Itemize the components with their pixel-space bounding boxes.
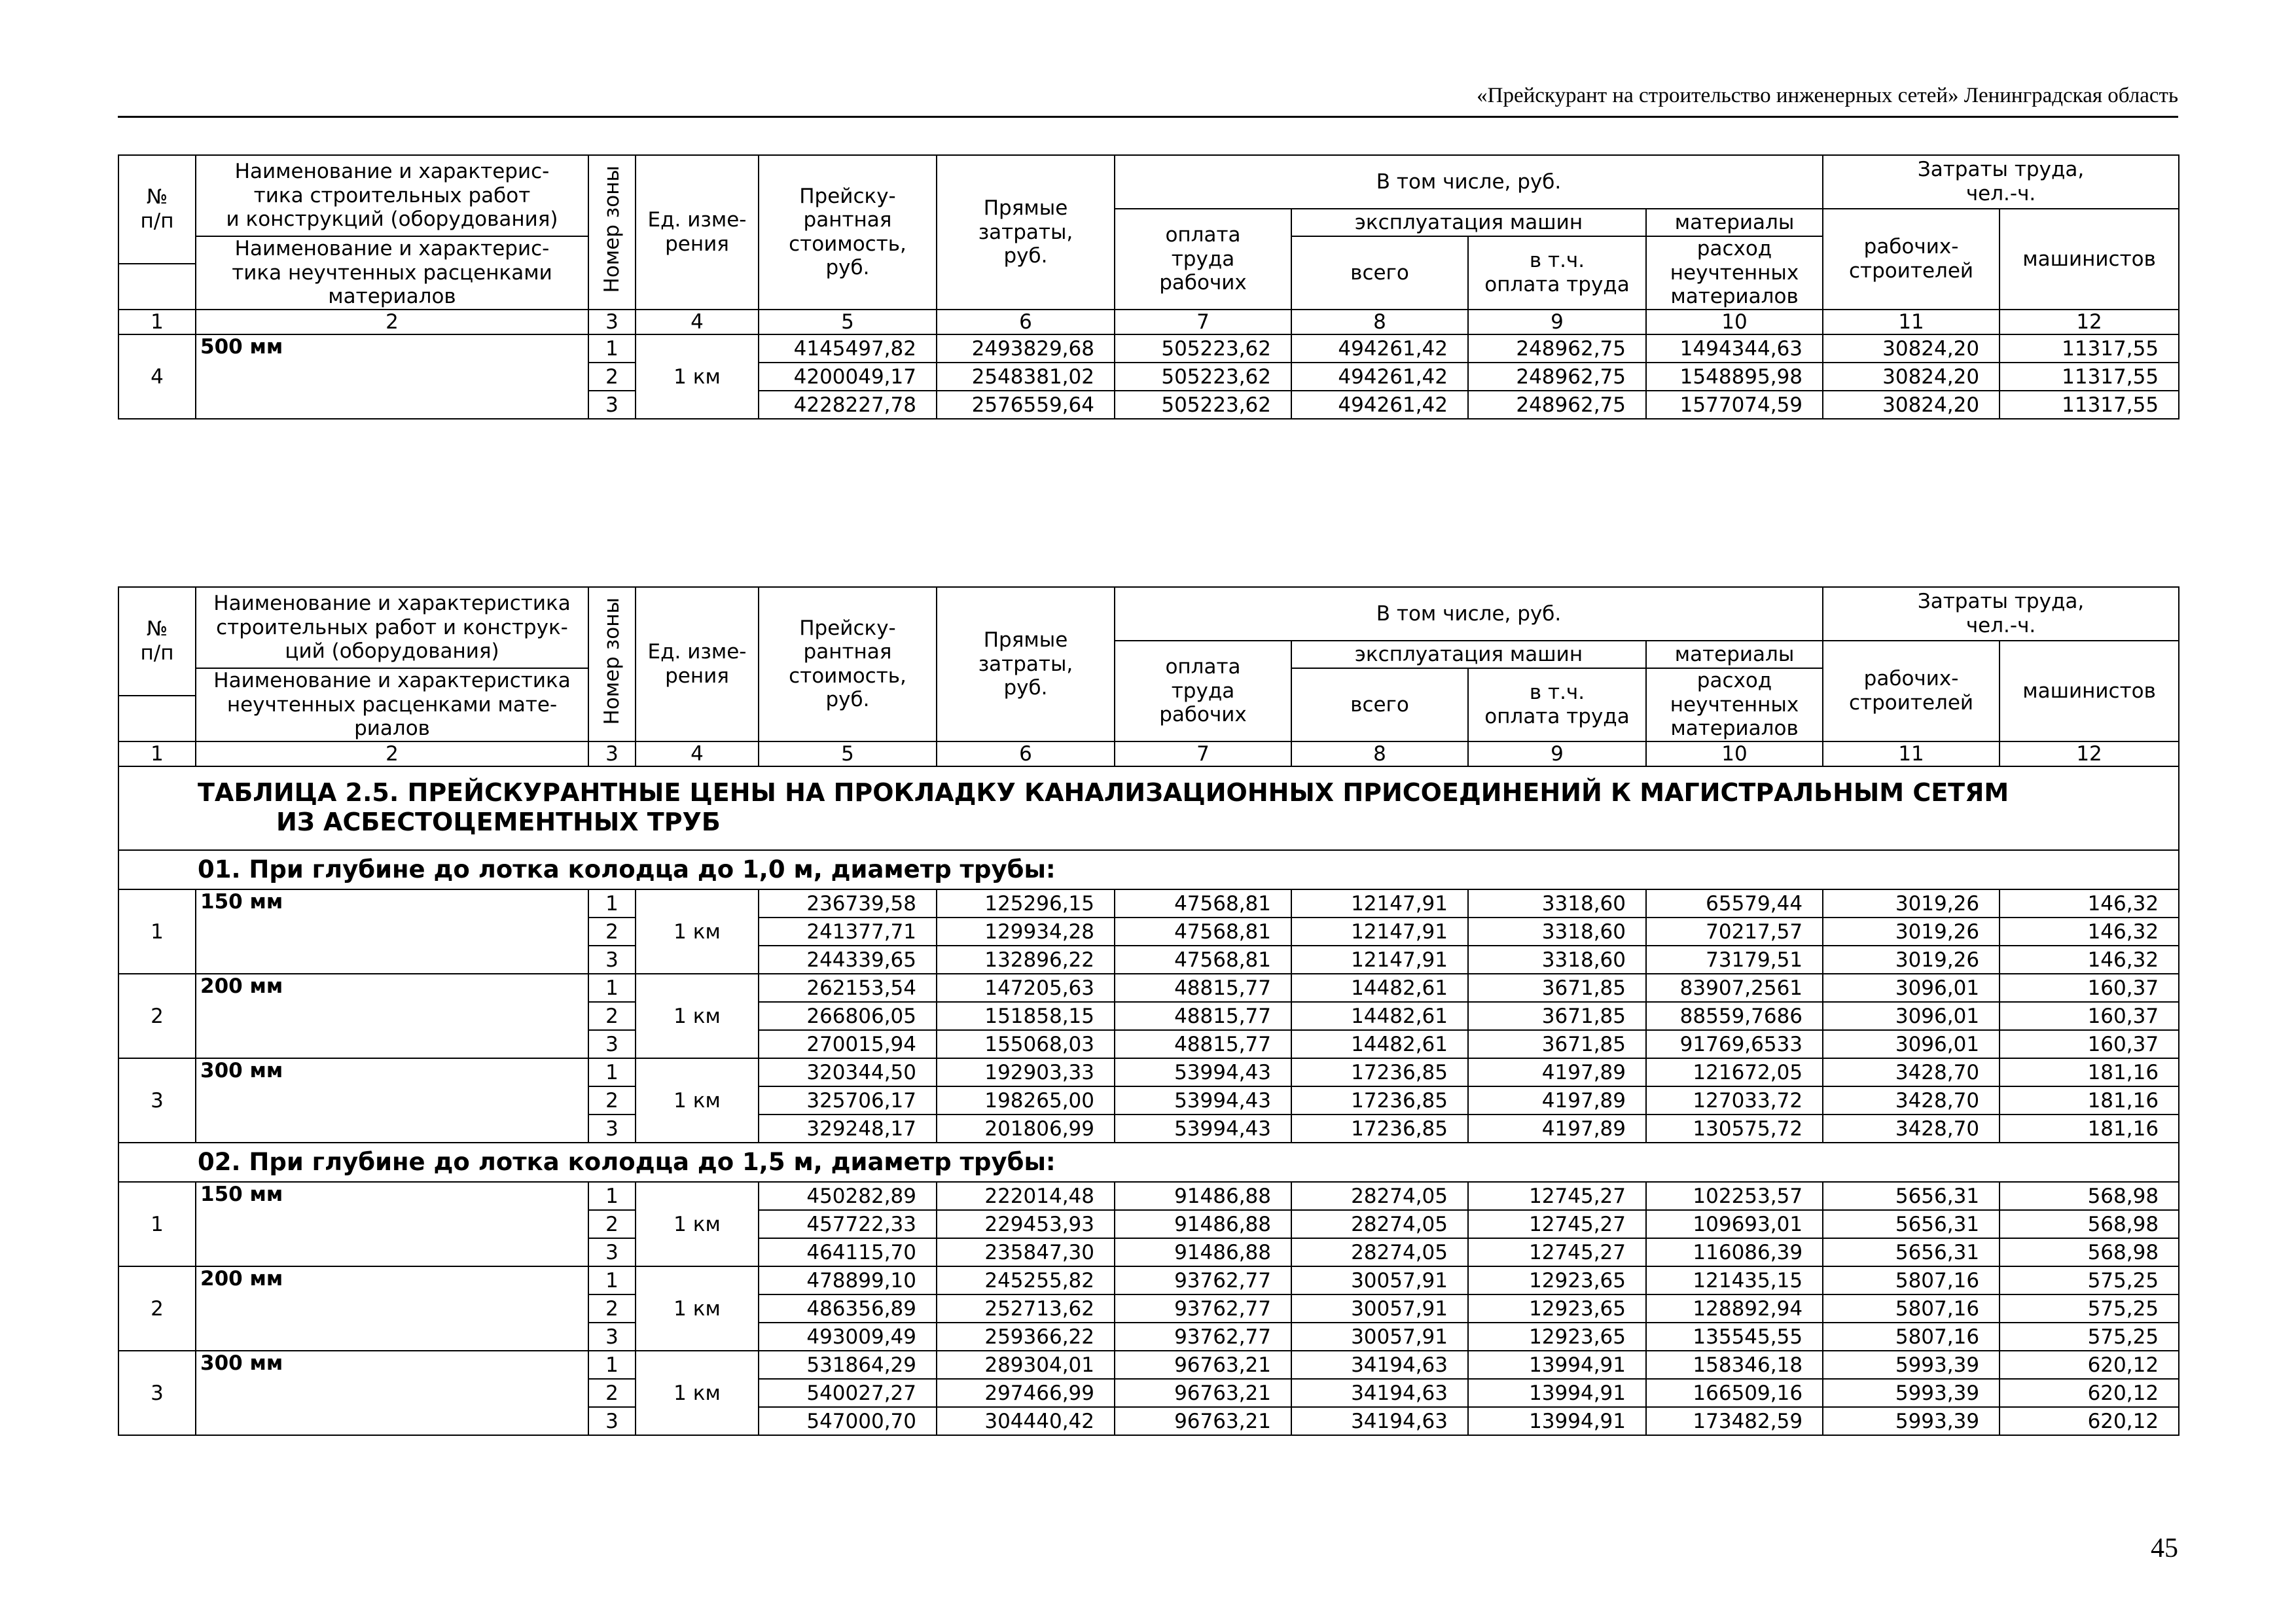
value-cell: 13994,91 xyxy=(1468,1407,1646,1435)
value-cell: 248962,75 xyxy=(1468,391,1646,419)
value-cell: 320344,50 xyxy=(759,1058,937,1086)
header-name-top: Наименование и характеристика строительных работ и конструк- ций (оборудования) xyxy=(196,587,588,668)
header-machines-pay: в т.ч. оплата труда xyxy=(1468,236,1646,310)
value-cell: 244339,65 xyxy=(759,946,937,974)
value-cell: 236739,58 xyxy=(759,889,937,918)
header-machines: эксплуатация машин xyxy=(1291,209,1646,236)
zone-number: 3 xyxy=(588,391,636,419)
price-table-1 xyxy=(118,154,2179,419)
table-row xyxy=(118,1182,2179,1210)
value-cell: 14482,61 xyxy=(1291,1030,1468,1058)
value-cell: 5656,31 xyxy=(1823,1210,2000,1238)
value-cell: 73179,51 xyxy=(1646,946,1823,974)
value-cell: 547000,70 xyxy=(759,1407,937,1435)
value-cell: 88559,7686 xyxy=(1646,1002,1823,1030)
value-cell: 146,32 xyxy=(2000,918,2179,946)
unit: 1 км xyxy=(636,889,759,974)
value-cell: 266806,05 xyxy=(759,1002,937,1030)
row-number: 3 xyxy=(118,1058,196,1143)
header-name-bottom: Наименование и характеристика неучтенных расценками мате- риалов xyxy=(196,668,588,741)
header-machines-total: всего xyxy=(1291,668,1468,741)
value-cell: 5993,39 xyxy=(1823,1351,2000,1379)
value-cell: 47568,81 xyxy=(1115,946,1291,974)
value-cell: 14482,61 xyxy=(1291,974,1468,1002)
value-cell: 11317,55 xyxy=(2000,334,2179,363)
value-cell: 486356,89 xyxy=(759,1294,937,1323)
value-cell: 3671,85 xyxy=(1468,1030,1646,1058)
value-cell: 30057,91 xyxy=(1291,1294,1468,1323)
zone-number: 1 xyxy=(588,1182,636,1210)
header-workers: рабочих- строителей xyxy=(1823,641,2000,741)
value-cell: 568,98 xyxy=(2000,1182,2179,1210)
value-cell: 48815,77 xyxy=(1115,1030,1291,1058)
row-number: 3 xyxy=(118,1351,196,1435)
column-number: 9 xyxy=(1468,741,1646,767)
value-cell: 4145497,82 xyxy=(759,334,937,363)
header-machines: эксплуатация машин xyxy=(1291,641,1646,668)
value-cell: 11317,55 xyxy=(2000,363,2179,391)
table-row xyxy=(118,334,2179,363)
header-materials: материалы xyxy=(1646,641,1823,668)
header-zone xyxy=(588,155,636,310)
value-cell: 297466,99 xyxy=(937,1379,1115,1407)
column-number: 8 xyxy=(1291,741,1468,767)
header-labor: Затраты труда, чел.-ч. xyxy=(1823,587,2179,641)
value-cell: 3428,70 xyxy=(1823,1115,2000,1143)
unit: 1 км xyxy=(636,334,759,419)
value-cell: 222014,48 xyxy=(937,1182,1115,1210)
header-num-spacer xyxy=(118,264,196,310)
value-cell: 457722,33 xyxy=(759,1210,937,1238)
value-cell: 53994,43 xyxy=(1115,1086,1291,1115)
value-cell: 181,16 xyxy=(2000,1115,2179,1143)
header-zone xyxy=(588,587,636,741)
section-title: 02. При глубине до лотка колодца до 1,5 м, диаметр трубы: xyxy=(118,1143,2179,1182)
value-cell: 235847,30 xyxy=(937,1238,1115,1266)
value-cell: 128892,94 xyxy=(1646,1294,1823,1323)
zone-number: 2 xyxy=(588,1379,636,1407)
row-number: 2 xyxy=(118,974,196,1058)
table-title xyxy=(118,766,2179,850)
value-cell: 2576559,64 xyxy=(937,391,1115,419)
column-number: 12 xyxy=(2000,741,2179,767)
column-number: 2 xyxy=(196,741,588,767)
value-cell: 12745,27 xyxy=(1468,1182,1646,1210)
value-cell: 11317,55 xyxy=(2000,391,2179,419)
value-cell: 17236,85 xyxy=(1291,1058,1468,1086)
value-cell: 125296,15 xyxy=(937,889,1115,918)
column-number: 1 xyxy=(118,741,196,767)
value-cell: 102253,57 xyxy=(1646,1182,1823,1210)
value-cell: 30824,20 xyxy=(1823,363,2000,391)
item-name: 300 мм xyxy=(196,1058,588,1143)
header-operators: машинистов xyxy=(2000,641,2179,741)
value-cell: 3096,01 xyxy=(1823,1030,2000,1058)
value-cell: 93762,77 xyxy=(1115,1266,1291,1294)
table-row xyxy=(118,1058,2179,1086)
value-cell: 1494344,63 xyxy=(1646,334,1823,363)
value-cell: 14482,61 xyxy=(1291,1002,1468,1030)
value-cell: 4228227,78 xyxy=(759,391,937,419)
header-operators: машинистов xyxy=(2000,209,2179,310)
column-number: 11 xyxy=(1823,741,2000,767)
zone-number: 3 xyxy=(588,946,636,974)
zone-number: 2 xyxy=(588,918,636,946)
value-cell: 3318,60 xyxy=(1468,889,1646,918)
value-cell: 48815,77 xyxy=(1115,974,1291,1002)
column-number: 10 xyxy=(1646,310,1823,335)
value-cell: 166509,16 xyxy=(1646,1379,1823,1407)
header-unit: Ед. изме- рения xyxy=(636,155,759,310)
header-machines-total: всего xyxy=(1291,236,1468,310)
value-cell: 575,25 xyxy=(2000,1266,2179,1294)
value-cell: 289304,01 xyxy=(937,1351,1115,1379)
table-title-line1: ТАБЛИЦА 2.5. ПРЕЙСКУРАНТНЫЕ ЦЕНЫ НА ПРОКЛАДКУ КАНАЛИЗАЦИОННЫХ ПРИСОЕДИНЕНИЙ К МАГИСТРАЛЬНЫМ СЕТЯМ xyxy=(198,778,2009,808)
value-cell: 13994,91 xyxy=(1468,1351,1646,1379)
value-cell: 160,37 xyxy=(2000,1002,2179,1030)
column-number: 11 xyxy=(1823,310,2000,335)
value-cell: 12923,65 xyxy=(1468,1294,1646,1323)
value-cell: 48815,77 xyxy=(1115,1002,1291,1030)
table-row xyxy=(118,889,2179,918)
zone-number: 2 xyxy=(588,363,636,391)
value-cell: 146,32 xyxy=(2000,946,2179,974)
value-cell: 3428,70 xyxy=(1823,1058,2000,1086)
header-zone-label: Номер зоны xyxy=(600,166,624,293)
unit: 1 км xyxy=(636,1182,759,1266)
value-cell: 2548381,02 xyxy=(937,363,1115,391)
column-number: 6 xyxy=(937,310,1115,335)
value-cell: 4200049,17 xyxy=(759,363,937,391)
value-cell: 450282,89 xyxy=(759,1182,937,1210)
zone-number: 1 xyxy=(588,1266,636,1294)
header-labor: Затраты труда, чел.-ч. xyxy=(1823,155,2179,209)
header-rule xyxy=(118,116,2178,118)
item-name: 200 мм xyxy=(196,974,588,1058)
value-cell: 493009,49 xyxy=(759,1323,937,1351)
zone-number: 3 xyxy=(588,1323,636,1351)
value-cell: 494261,42 xyxy=(1291,363,1468,391)
value-cell: 245255,82 xyxy=(937,1266,1115,1294)
value-cell: 91486,88 xyxy=(1115,1238,1291,1266)
header-name-bottom: Наименование и характерис- тика неучтенных расценками материалов xyxy=(196,236,588,310)
item-name: 150 мм xyxy=(196,889,588,974)
value-cell: 34194,63 xyxy=(1291,1379,1468,1407)
value-cell: 93762,77 xyxy=(1115,1323,1291,1351)
header-num-spacer xyxy=(118,696,196,741)
value-cell: 531864,29 xyxy=(759,1351,937,1379)
value-cell: 146,32 xyxy=(2000,889,2179,918)
value-cell: 5656,31 xyxy=(1823,1182,2000,1210)
value-cell: 325706,17 xyxy=(759,1086,937,1115)
header-num: № п/п xyxy=(118,587,196,696)
value-cell: 121672,05 xyxy=(1646,1058,1823,1086)
value-cell: 4197,89 xyxy=(1468,1058,1646,1086)
zone-number: 3 xyxy=(588,1115,636,1143)
item-name: 500 мм xyxy=(196,334,588,419)
value-cell: 3019,26 xyxy=(1823,889,2000,918)
zone-number: 2 xyxy=(588,1002,636,1030)
value-cell: 91769,6533 xyxy=(1646,1030,1823,1058)
value-cell: 135545,55 xyxy=(1646,1323,1823,1351)
column-number: 12 xyxy=(2000,310,2179,335)
zone-number: 1 xyxy=(588,1058,636,1086)
value-cell: 4197,89 xyxy=(1468,1115,1646,1143)
value-cell: 12745,27 xyxy=(1468,1238,1646,1266)
value-cell: 30057,91 xyxy=(1291,1266,1468,1294)
value-cell: 620,12 xyxy=(2000,1379,2179,1407)
value-cell: 130575,72 xyxy=(1646,1115,1823,1143)
column-number: 5 xyxy=(759,310,937,335)
value-cell: 3096,01 xyxy=(1823,1002,2000,1030)
value-cell: 12147,91 xyxy=(1291,918,1468,946)
table-row xyxy=(118,1351,2179,1379)
header-workers: рабочих- строителей xyxy=(1823,209,2000,310)
value-cell: 47568,81 xyxy=(1115,889,1291,918)
value-cell: 1577074,59 xyxy=(1646,391,1823,419)
column-number: 7 xyxy=(1115,741,1291,767)
value-cell: 3671,85 xyxy=(1468,1002,1646,1030)
item-name: 150 мм xyxy=(196,1182,588,1266)
column-number: 8 xyxy=(1291,310,1468,335)
column-number: 5 xyxy=(759,741,937,767)
value-cell: 53994,43 xyxy=(1115,1058,1291,1086)
unit: 1 км xyxy=(636,974,759,1058)
value-cell: 568,98 xyxy=(2000,1238,2179,1266)
zone-number: 1 xyxy=(588,1351,636,1379)
value-cell: 464115,70 xyxy=(759,1238,937,1266)
section-title: 01. При глубине до лотка колодца до 1,0 м, диаметр трубы: xyxy=(118,850,2179,889)
zone-number: 2 xyxy=(588,1294,636,1323)
value-cell: 2493829,68 xyxy=(937,334,1115,363)
value-cell: 34194,63 xyxy=(1291,1351,1468,1379)
value-cell: 12745,27 xyxy=(1468,1210,1646,1238)
value-cell: 160,37 xyxy=(2000,974,2179,1002)
value-cell: 30057,91 xyxy=(1291,1323,1468,1351)
value-cell: 248962,75 xyxy=(1468,334,1646,363)
value-cell: 132896,22 xyxy=(937,946,1115,974)
value-cell: 91486,88 xyxy=(1115,1182,1291,1210)
value-cell: 248962,75 xyxy=(1468,363,1646,391)
value-cell: 28274,05 xyxy=(1291,1182,1468,1210)
header-materials-unaccounted: расход неучтенных материалов xyxy=(1646,236,1823,310)
value-cell: 96763,21 xyxy=(1115,1351,1291,1379)
value-cell: 3019,26 xyxy=(1823,946,2000,974)
column-number: 2 xyxy=(196,310,588,335)
price-table-2 xyxy=(118,586,2179,1436)
value-cell: 1548895,98 xyxy=(1646,363,1823,391)
zone-number: 1 xyxy=(588,974,636,1002)
value-cell: 241377,71 xyxy=(759,918,937,946)
header-machines-pay: в т.ч. оплата труда xyxy=(1468,668,1646,741)
page-number: 45 xyxy=(2151,1533,2178,1563)
value-cell: 270015,94 xyxy=(759,1030,937,1058)
unit: 1 км xyxy=(636,1266,759,1351)
table-row xyxy=(118,974,2179,1002)
value-cell: 28274,05 xyxy=(1291,1210,1468,1238)
value-cell: 116086,39 xyxy=(1646,1238,1823,1266)
value-cell: 329248,17 xyxy=(759,1115,937,1143)
zone-number: 2 xyxy=(588,1210,636,1238)
value-cell: 3318,60 xyxy=(1468,918,1646,946)
value-cell: 262153,54 xyxy=(759,974,937,1002)
value-cell: 158346,18 xyxy=(1646,1351,1823,1379)
value-cell: 505223,62 xyxy=(1115,363,1291,391)
value-cell: 494261,42 xyxy=(1291,334,1468,363)
value-cell: 259366,22 xyxy=(937,1323,1115,1351)
value-cell: 53994,43 xyxy=(1115,1115,1291,1143)
value-cell: 151858,15 xyxy=(937,1002,1115,1030)
column-number: 10 xyxy=(1646,741,1823,767)
table-row xyxy=(118,1266,2179,1294)
item-name: 300 мм xyxy=(196,1351,588,1435)
value-cell: 575,25 xyxy=(2000,1323,2179,1351)
header-materials: материалы xyxy=(1646,209,1823,236)
value-cell: 12147,91 xyxy=(1291,889,1468,918)
header-direct: Прямые затраты, руб. xyxy=(937,155,1115,310)
table-title-line2: ИЗ АСБЕСТОЦЕМЕНТНЫХ ТРУБ xyxy=(276,808,721,837)
column-number: 9 xyxy=(1468,310,1646,335)
value-cell: 4197,89 xyxy=(1468,1086,1646,1115)
zone-number: 3 xyxy=(588,1030,636,1058)
value-cell: 505223,62 xyxy=(1115,334,1291,363)
unit: 1 км xyxy=(636,1058,759,1143)
value-cell: 3671,85 xyxy=(1468,974,1646,1002)
zone-number: 1 xyxy=(588,334,636,363)
value-cell: 34194,63 xyxy=(1291,1407,1468,1435)
value-cell: 17236,85 xyxy=(1291,1086,1468,1115)
unit: 1 км xyxy=(636,1351,759,1435)
value-cell: 91486,88 xyxy=(1115,1210,1291,1238)
value-cell: 28274,05 xyxy=(1291,1238,1468,1266)
row-number: 2 xyxy=(118,1266,196,1351)
value-cell: 540027,27 xyxy=(759,1379,937,1407)
value-cell: 96763,21 xyxy=(1115,1407,1291,1435)
value-cell: 17236,85 xyxy=(1291,1115,1468,1143)
value-cell: 5993,39 xyxy=(1823,1379,2000,1407)
value-cell: 30824,20 xyxy=(1823,391,2000,419)
header-name-top: Наименование и характерис- тика строительных работ и конструкций (оборудования) xyxy=(196,155,588,236)
value-cell: 5656,31 xyxy=(1823,1238,2000,1266)
value-cell: 13994,91 xyxy=(1468,1379,1646,1407)
value-cell: 3096,01 xyxy=(1823,974,2000,1002)
value-cell: 127033,72 xyxy=(1646,1086,1823,1115)
value-cell: 147205,63 xyxy=(937,974,1115,1002)
column-number: 4 xyxy=(636,310,759,335)
zone-number: 3 xyxy=(588,1407,636,1435)
value-cell: 93762,77 xyxy=(1115,1294,1291,1323)
column-number: 3 xyxy=(588,310,636,335)
value-cell: 83907,2561 xyxy=(1646,974,1823,1002)
value-cell: 201806,99 xyxy=(937,1115,1115,1143)
value-cell: 5807,16 xyxy=(1823,1323,2000,1351)
value-cell: 181,16 xyxy=(2000,1086,2179,1115)
value-cell: 47568,81 xyxy=(1115,918,1291,946)
value-cell: 129934,28 xyxy=(937,918,1115,946)
value-cell: 109693,01 xyxy=(1646,1210,1823,1238)
value-cell: 252713,62 xyxy=(937,1294,1115,1323)
value-cell: 96763,21 xyxy=(1115,1379,1291,1407)
value-cell: 229453,93 xyxy=(937,1210,1115,1238)
item-name: 200 мм xyxy=(196,1266,588,1351)
value-cell: 620,12 xyxy=(2000,1407,2179,1435)
header-labor-cost: оплата труда рабочих xyxy=(1115,209,1291,310)
value-cell: 30824,20 xyxy=(1823,334,2000,363)
value-cell: 181,16 xyxy=(2000,1058,2179,1086)
header-zone-label: Номер зоны xyxy=(600,597,624,725)
header-materials-unaccounted: расход неучтенных материалов xyxy=(1646,668,1823,741)
value-cell: 12147,91 xyxy=(1291,946,1468,974)
value-cell: 121435,15 xyxy=(1646,1266,1823,1294)
value-cell: 3428,70 xyxy=(1823,1086,2000,1115)
column-number: 7 xyxy=(1115,310,1291,335)
value-cell: 5993,39 xyxy=(1823,1407,2000,1435)
value-cell: 192903,33 xyxy=(937,1058,1115,1086)
zone-number: 3 xyxy=(588,1238,636,1266)
value-cell: 160,37 xyxy=(2000,1030,2179,1058)
value-cell: 65579,44 xyxy=(1646,889,1823,918)
value-cell: 3019,26 xyxy=(1823,918,2000,946)
value-cell: 3318,60 xyxy=(1468,946,1646,974)
value-cell: 304440,42 xyxy=(937,1407,1115,1435)
document-header: «Прейскурант на строительство инженерных сетей» Ленинградская область xyxy=(1477,84,2178,107)
row-number: 1 xyxy=(118,889,196,974)
value-cell: 12923,65 xyxy=(1468,1266,1646,1294)
row-number: 4 xyxy=(118,334,196,419)
value-cell: 494261,42 xyxy=(1291,391,1468,419)
column-number: 6 xyxy=(937,741,1115,767)
header-num: № п/п xyxy=(118,155,196,264)
value-cell: 505223,62 xyxy=(1115,391,1291,419)
value-cell: 620,12 xyxy=(2000,1351,2179,1379)
value-cell: 70217,57 xyxy=(1646,918,1823,946)
value-cell: 173482,59 xyxy=(1646,1407,1823,1435)
column-number: 1 xyxy=(118,310,196,335)
value-cell: 12923,65 xyxy=(1468,1323,1646,1351)
header-labor-cost: оплата труда рабочих xyxy=(1115,641,1291,741)
value-cell: 5807,16 xyxy=(1823,1266,2000,1294)
column-number: 3 xyxy=(588,741,636,767)
header-incl: В том числе, руб. xyxy=(1115,587,1823,641)
header-price: Прейску- рантная стоимость, руб. xyxy=(759,587,937,741)
value-cell: 478899,10 xyxy=(759,1266,937,1294)
value-cell: 198265,00 xyxy=(937,1086,1115,1115)
header-price: Прейску- рантная стоимость, руб. xyxy=(759,155,937,310)
value-cell: 155068,03 xyxy=(937,1030,1115,1058)
zone-number: 1 xyxy=(588,889,636,918)
zone-number: 2 xyxy=(588,1086,636,1115)
value-cell: 575,25 xyxy=(2000,1294,2179,1323)
header-unit: Ед. изме- рения xyxy=(636,587,759,741)
value-cell: 5807,16 xyxy=(1823,1294,2000,1323)
column-number: 4 xyxy=(636,741,759,767)
header-direct: Прямые затраты, руб. xyxy=(937,587,1115,741)
value-cell: 568,98 xyxy=(2000,1210,2179,1238)
header-incl: В том числе, руб. xyxy=(1115,155,1823,209)
row-number: 1 xyxy=(118,1182,196,1266)
